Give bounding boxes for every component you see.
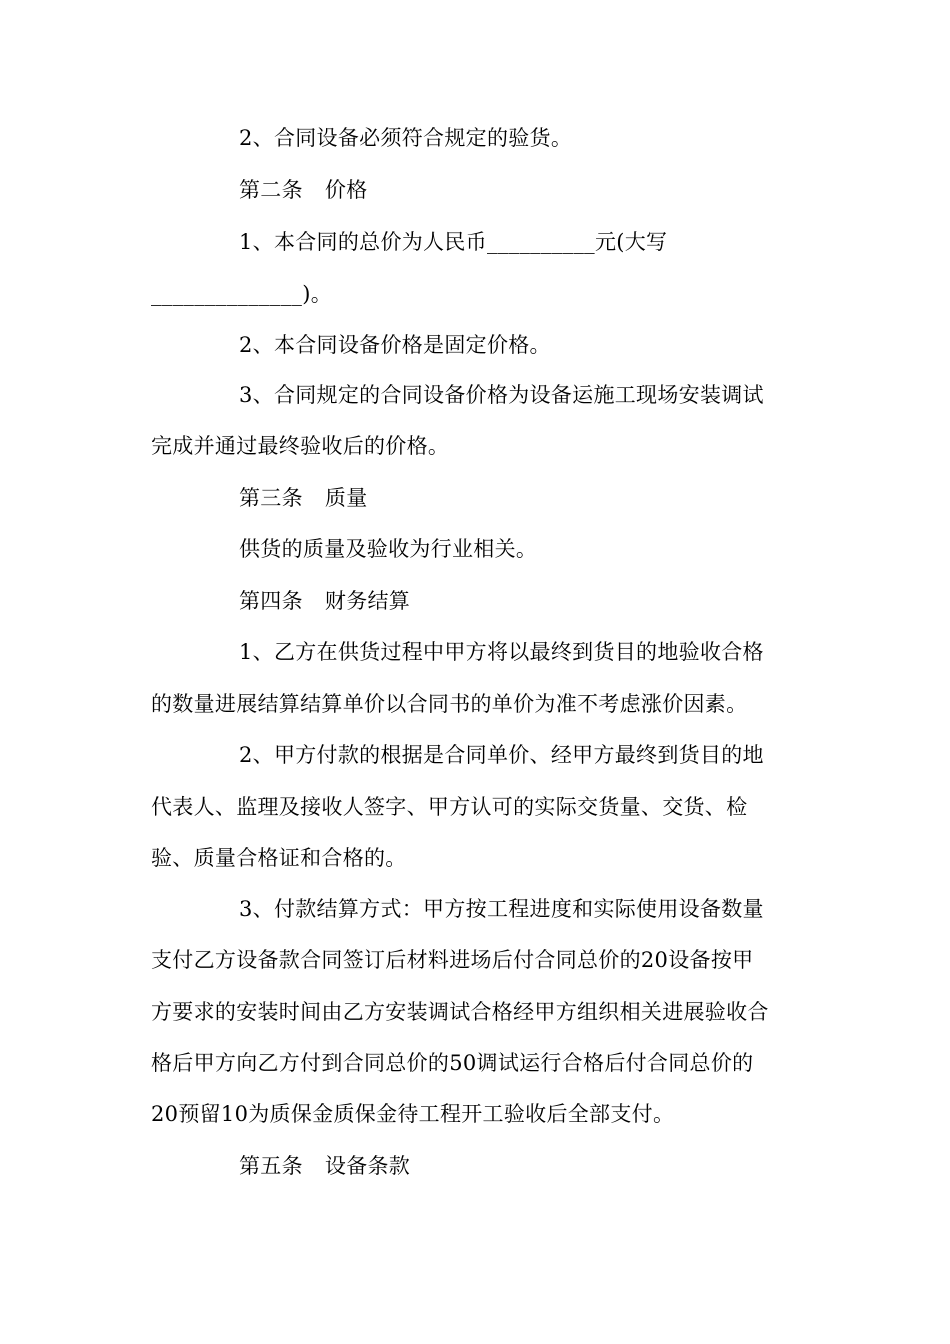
article-2-item-1-cont bbox=[151, 280, 332, 308]
article-title: 质量 bbox=[324, 486, 368, 510]
text: 3、付款结算方式：甲方按工程进度和实际使用设备数量 bbox=[239, 897, 764, 921]
text: 验、质量合格证和合格的。 bbox=[151, 846, 407, 870]
text: 20预留10为质保金质保金待工程开工验收后全部支付。 bbox=[151, 1102, 675, 1126]
text: ______________)。 bbox=[151, 282, 332, 306]
article-title: 设备条款 bbox=[324, 1154, 411, 1178]
article-number: 第四条 bbox=[239, 589, 303, 613]
article-3-body bbox=[239, 535, 537, 563]
article-2-item-2 bbox=[239, 331, 551, 359]
text: 格后甲方向乙方付到合同总价的50调试运行合格后付合同总价的 bbox=[151, 1051, 754, 1075]
article-number: 第三条 bbox=[239, 486, 303, 510]
article-4-item-3-cont-2 bbox=[151, 998, 769, 1026]
article-4-item-3 bbox=[239, 895, 764, 923]
text: 方要求的安装时间由乙方安装调试合格经甲方组织相关进展验收合 bbox=[151, 1000, 769, 1024]
text: 2、甲方付款的根据是合同单价、经甲方最终到货目的地 bbox=[239, 743, 764, 767]
article-2-item-1 bbox=[239, 228, 667, 256]
article-title: 价格 bbox=[324, 178, 368, 202]
text: 完成并通过最终验收后的价格。 bbox=[151, 434, 450, 458]
text: 的数量进展结算结算单价以合同书的单价为准不考虑涨价因素。 bbox=[151, 692, 748, 716]
text: 供货的质量及验收为行业相关。 bbox=[239, 537, 538, 561]
text: 2、本合同设备价格是固定价格。 bbox=[239, 333, 551, 357]
article-3-heading bbox=[239, 484, 368, 512]
article-4-item-1 bbox=[239, 638, 764, 666]
text: 代表人、监理及接收人签字、甲方认可的实际交货量、交货、检 bbox=[151, 795, 748, 819]
text: 2、合同设备必须符合规定的验货。 bbox=[239, 126, 573, 150]
article-2-item-3 bbox=[239, 381, 764, 409]
article-4-item-3-cont-3 bbox=[151, 1049, 753, 1077]
article-5-heading bbox=[239, 1152, 410, 1180]
article-4-item-3-cont-4 bbox=[151, 1100, 674, 1128]
clause-1-item-2 bbox=[239, 124, 572, 152]
article-4-heading bbox=[239, 587, 410, 615]
article-4-item-2-cont-1 bbox=[151, 793, 747, 821]
article-4-item-2 bbox=[239, 741, 764, 769]
text: 支付乙方设备款合同签订后材料进场后付合同总价的20设备按甲 bbox=[151, 948, 754, 972]
text: 1、乙方在供货过程中甲方将以最终到货目的地验收合格 bbox=[239, 640, 764, 664]
article-2-heading bbox=[239, 176, 368, 204]
text: 3、合同规定的合同设备价格为设备运施工现场安装调试 bbox=[239, 383, 764, 407]
text: 1、本合同的总价为人民币__________元(大写 bbox=[239, 230, 668, 254]
article-4-item-1-cont bbox=[151, 690, 747, 718]
article-2-item-3-cont bbox=[151, 432, 449, 460]
article-number: 第五条 bbox=[239, 1154, 303, 1178]
article-4-item-3-cont-1 bbox=[151, 946, 753, 974]
article-4-item-2-cont-2 bbox=[151, 844, 407, 872]
article-number: 第二条 bbox=[239, 178, 303, 202]
article-title: 财务结算 bbox=[324, 589, 411, 613]
